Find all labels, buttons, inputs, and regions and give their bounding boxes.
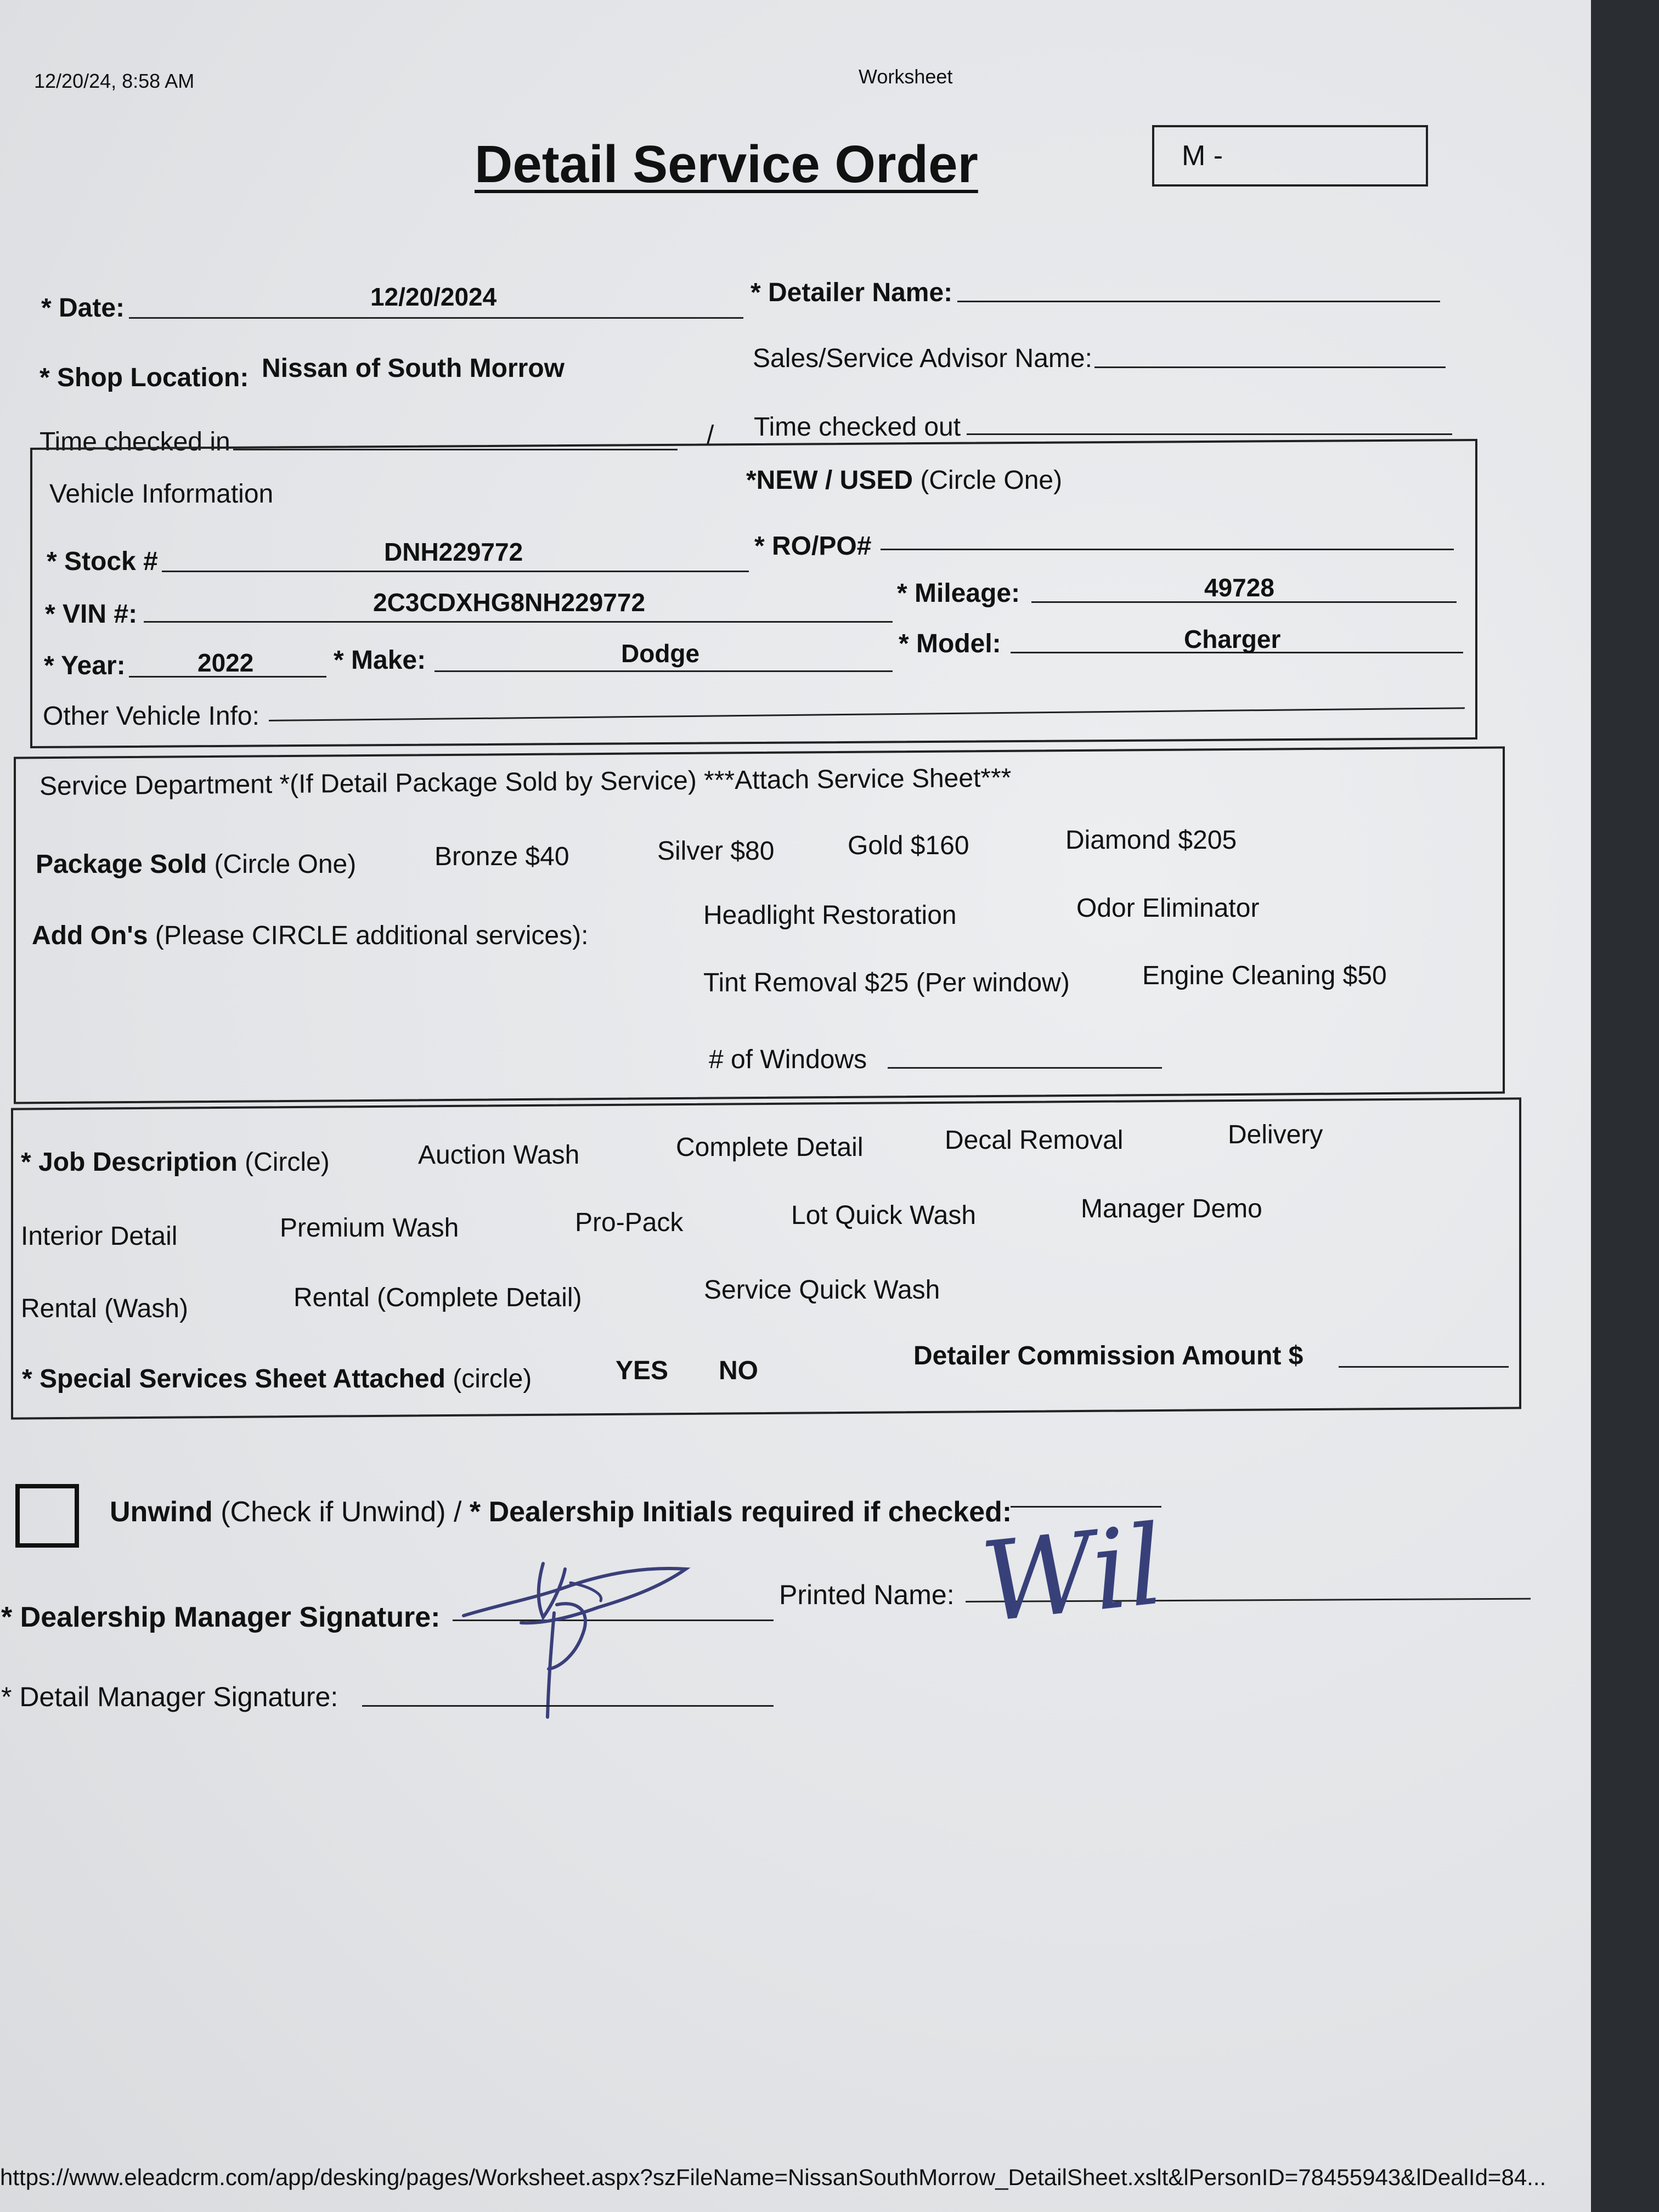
job-delivery[interactable]: Delivery (1228, 1120, 1323, 1149)
advisor-name-line[interactable] (1094, 366, 1446, 368)
job-complete-detail[interactable]: Complete Detail (676, 1133, 864, 1162)
year-value[interactable]: 2022 (198, 648, 254, 677)
time-in-label: Time checked in (40, 427, 230, 456)
dealership-manager-signature-scribble (461, 1553, 702, 1723)
job-rental-complete[interactable]: Rental (Complete Detail) (294, 1283, 582, 1312)
special-services-hint: (circle) (453, 1364, 532, 1393)
addon-headlight[interactable]: Headlight Restoration (703, 901, 957, 930)
job-description-hint: (Circle) (245, 1148, 330, 1177)
package-gold[interactable]: Gold $160 (848, 831, 969, 860)
date-label: * Date: (41, 294, 125, 323)
special-services-line (22, 1366, 532, 1392)
job-description-line (21, 1149, 330, 1176)
special-yes[interactable]: YES (616, 1356, 669, 1385)
dealership-initials-label: * Dealership Initials required if checked: (469, 1496, 1012, 1528)
windows-label: # of Windows (709, 1045, 867, 1074)
year-label: * Year: (44, 651, 126, 680)
unwind-hint: (Check if Unwind) / (221, 1496, 462, 1528)
special-no[interactable]: NO (719, 1356, 758, 1385)
job-interior-detail[interactable]: Interior Detail (21, 1222, 178, 1251)
make-line (435, 670, 893, 672)
time-out-line[interactable] (967, 433, 1452, 435)
vin-label: * VIN #: (45, 600, 138, 629)
detailer-name-label: * Detailer Name: (751, 278, 953, 307)
job-pro-pack[interactable]: Pro-Pack (575, 1208, 684, 1237)
addon-odor[interactable]: Odor Eliminator (1076, 894, 1260, 923)
addons-hint: (Please CIRCLE additional services): (155, 921, 589, 950)
job-premium-wash[interactable]: Premium Wash (280, 1214, 459, 1243)
time-slash: / (707, 421, 714, 450)
addons-label: Add On's (32, 921, 148, 950)
detailer-name-line[interactable] (957, 301, 1440, 302)
model-value[interactable]: Charger (1184, 625, 1281, 653)
package-sold-line (36, 851, 356, 878)
detail-manager-signature-line[interactable] (362, 1705, 774, 1707)
package-bronze[interactable]: Bronze $40 (435, 842, 569, 871)
printed-name-value: Wil (975, 1501, 1170, 1647)
footer-url: https://www.eleadcrm.com/app/desking/pages/Worksheet.aspx?szFileName=NissanSouthMorrow_DetailSheet.xslt&lPersonID=78455943&lDealId=84... (0, 2164, 1547, 2190)
ro-po-line[interactable] (881, 549, 1454, 550)
windows-line[interactable] (888, 1067, 1162, 1069)
vin-line (144, 621, 893, 623)
job-service-quick-wash[interactable]: Service Quick Wash (704, 1276, 940, 1305)
model-label: * Model: (899, 629, 1001, 658)
stock-value[interactable]: DNH229772 (384, 538, 523, 566)
date-line (129, 317, 743, 319)
stock-label: * Stock # (47, 547, 158, 576)
job-manager-demo[interactable]: Manager Demo (1081, 1194, 1262, 1223)
page-title: Detail Service Order (475, 135, 978, 194)
unwind-label: Unwind (110, 1496, 213, 1528)
package-sold-label: Package Sold (36, 850, 207, 879)
printed-name-label: Printed Name: (779, 1579, 955, 1610)
time-out-label: Time checked out (754, 413, 961, 442)
ro-po-label: * RO/PO# (754, 532, 872, 561)
background-surface (1591, 0, 1659, 2212)
addon-tint[interactable]: Tint Removal $25 (Per window) (703, 968, 1070, 997)
mileage-label: * Mileage: (897, 579, 1020, 608)
make-label: * Make: (334, 646, 426, 675)
new-used-hint: (Circle One) (920, 466, 1063, 495)
unwind-line (110, 1498, 1012, 1526)
job-rental-wash[interactable]: Rental (Wash) (21, 1294, 188, 1323)
vin-value[interactable]: 2C3CDXHG8NH229772 (373, 588, 646, 617)
make-value[interactable]: Dodge (621, 639, 700, 668)
detail-manager-signature-label: * Detail Manager Signature: (1, 1681, 338, 1712)
advisor-name-label: Sales/Service Advisor Name: (753, 344, 1092, 373)
job-description-label: * Job Description (21, 1148, 238, 1177)
package-sold-hint: (Circle One) (214, 850, 357, 879)
special-services-label: * Special Services Sheet Attached (22, 1364, 445, 1393)
print-datetime: 12/20/24, 8:58 AM (34, 70, 195, 92)
stock-line (162, 571, 749, 572)
job-auction-wash[interactable]: Auction Wash (418, 1141, 580, 1170)
job-decal-removal[interactable]: Decal Removal (945, 1126, 1124, 1155)
date-value[interactable]: 12/20/2024 (370, 283, 497, 311)
shop-location-label: * Shop Location: (40, 363, 249, 392)
shop-location-value[interactable]: Nissan of South Morrow (262, 354, 565, 383)
addons-line (32, 923, 588, 949)
m-number-box (1152, 125, 1428, 187)
job-lot-quick-wash[interactable]: Lot Quick Wash (791, 1201, 977, 1230)
service-dept-label: Service Department *(If Detail Package Sold by Service) ***Attach Service Sheet*** (39, 763, 1012, 801)
commission-label: Detailer Commission Amount $ (913, 1341, 1304, 1370)
other-vehicle-info-label: Other Vehicle Info: (43, 702, 259, 731)
addon-engine[interactable]: Engine Cleaning $50 (1142, 961, 1387, 990)
vehicle-info-label: Vehicle Information (49, 479, 274, 509)
package-silver[interactable]: Silver $80 (657, 837, 775, 866)
new-used-line (746, 467, 1062, 494)
dealership-manager-signature-label: * Dealership Manager Signature: (1, 1601, 441, 1633)
m-number-label: M - (1182, 140, 1223, 172)
unwind-checkbox[interactable] (15, 1484, 79, 1548)
package-diamond[interactable]: Diamond $205 (1065, 826, 1237, 855)
worksheet-label: Worksheet (859, 65, 953, 88)
mileage-value[interactable]: 49728 (1204, 573, 1274, 602)
new-used-label: *NEW / USED (746, 466, 913, 495)
commission-line[interactable] (1339, 1366, 1509, 1368)
